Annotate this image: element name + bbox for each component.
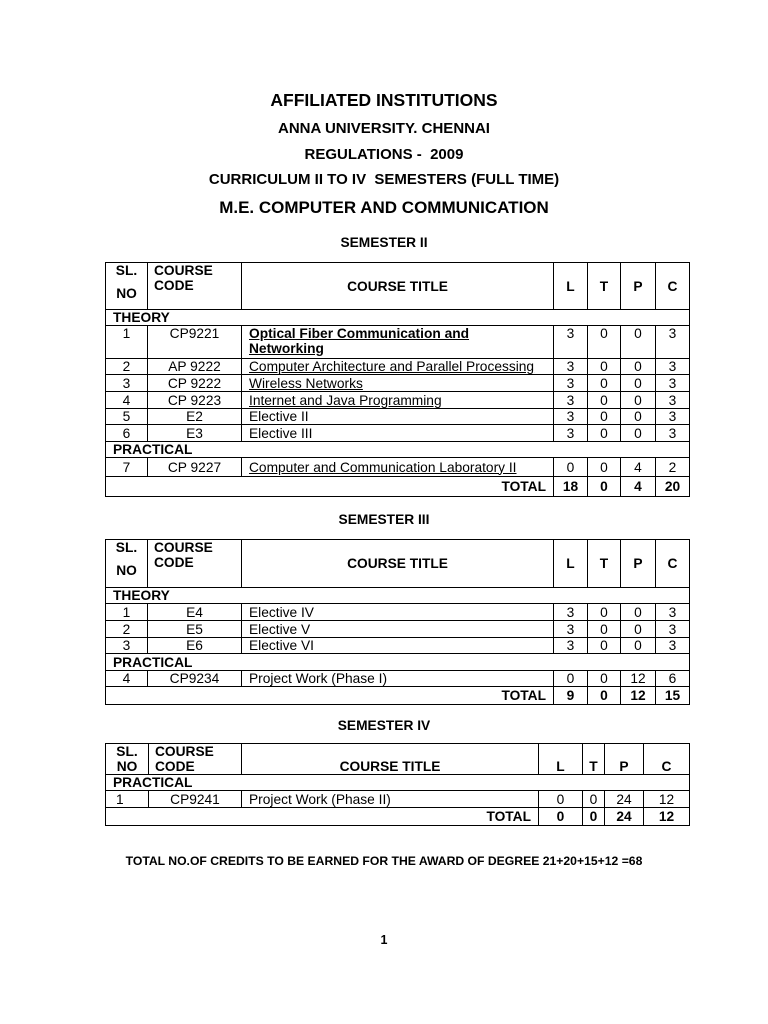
- theory-label: THEORY: [106, 588, 690, 604]
- t-cell: 0: [588, 425, 621, 442]
- course-table-semester-iv: [105, 743, 690, 826]
- t-cell: 0: [588, 638, 621, 654]
- c-cell: 3: [656, 359, 690, 375]
- p-cell: 0: [621, 604, 656, 621]
- semester-heading: SEMESTER III: [338, 512, 430, 527]
- total-row: [106, 477, 690, 497]
- course-title-cell: Elective III: [242, 425, 554, 442]
- section-label-row: [106, 654, 690, 671]
- table-row: [106, 409, 690, 425]
- course-table-semester-ii: [105, 262, 690, 497]
- t-cell: 0: [588, 392, 621, 409]
- l-cell: 3: [554, 392, 588, 409]
- curriculum-line: CURRICULUM II TO IV SEMESTERS (FULL TIME): [208, 171, 560, 188]
- c-cell: 3: [656, 638, 690, 654]
- sl-no-cell: 3: [106, 638, 148, 654]
- practical-label: PRACTICAL: [106, 775, 690, 791]
- t-column-header: T: [588, 263, 621, 310]
- course-code-header: [149, 744, 242, 775]
- table-row: [106, 359, 690, 375]
- c-cell: 3: [656, 326, 690, 359]
- table-header-row: [106, 540, 690, 588]
- p-column-header: P: [621, 540, 656, 588]
- l-cell: 3: [554, 604, 588, 621]
- course-code-cell: AP 9222: [148, 359, 242, 375]
- l-cell: 3: [554, 425, 588, 442]
- total-label: TOTAL: [106, 477, 554, 497]
- sl-no-header: [106, 744, 149, 775]
- p-cell: 0: [621, 375, 656, 392]
- total-label: TOTAL: [106, 687, 554, 705]
- p-cell: 0: [621, 638, 656, 654]
- c-cell: 6: [656, 671, 690, 687]
- t-column-header: T: [588, 540, 621, 588]
- total-c-cell: 12: [644, 808, 690, 826]
- course-title-cell: Elective IV: [242, 604, 554, 621]
- total-p-cell: 24: [605, 808, 644, 826]
- total-l-cell: 0: [539, 808, 583, 826]
- course-title-cell: Elective VI: [242, 638, 554, 654]
- c-column-header: C: [656, 540, 690, 588]
- p-cell: 0: [621, 359, 656, 375]
- semester-heading: SEMESTER IV: [337, 718, 431, 733]
- sl-header-line: SL.: [115, 540, 138, 555]
- course-code-header: [148, 540, 242, 588]
- c-cell: 3: [656, 621, 690, 638]
- course-title-header: COURSE TITLE: [242, 263, 554, 310]
- c-cell: 12: [644, 791, 690, 808]
- t-column-header: T: [583, 744, 605, 775]
- table-body: [106, 263, 690, 497]
- institution-heading: AFFILIATED INSTITUTIONS: [270, 90, 498, 110]
- c-cell: 3: [656, 392, 690, 409]
- c-cell: 3: [656, 604, 690, 621]
- l-cell: 3: [554, 375, 588, 392]
- course-code-cell: CP 9222: [148, 375, 242, 392]
- t-cell: 0: [588, 359, 621, 375]
- sl-no-header: [106, 540, 148, 588]
- page-number: 1: [380, 933, 388, 947]
- total-credits-note: TOTAL NO.OF CREDITS TO BE EARNED FOR THE AWARD OF DEGREE 21+20+15+12 =68: [125, 854, 643, 868]
- code-header-line: CODE: [154, 278, 194, 293]
- table-header-row: [106, 744, 690, 775]
- course-title-cell: Project Work (Phase II): [242, 791, 539, 808]
- table-row: [106, 671, 690, 687]
- c-cell: 3: [656, 425, 690, 442]
- course-title-cell: Computer Architecture and Parallel Processing: [242, 359, 554, 375]
- course-code-cell: E5: [148, 621, 242, 638]
- total-c-cell: 20: [656, 477, 690, 497]
- total-p-cell: 12: [621, 687, 656, 705]
- l-column-header: L: [554, 540, 588, 588]
- t-cell: 0: [588, 375, 621, 392]
- table-row: [106, 791, 690, 808]
- course-code-cell: E2: [148, 409, 242, 425]
- sl-no-cell: 6: [106, 425, 148, 442]
- total-t-cell: 0: [583, 808, 605, 826]
- table-row: [106, 425, 690, 442]
- code-header-line: CODE: [155, 759, 195, 774]
- c-cell: 2: [656, 458, 690, 477]
- table-body: [106, 540, 690, 705]
- sl-no-header: [106, 263, 148, 310]
- course-title-cell: Project Work (Phase I): [242, 671, 554, 687]
- l-cell: 3: [554, 409, 588, 425]
- t-cell: 0: [588, 604, 621, 621]
- no-header-line: NO: [116, 286, 137, 301]
- sl-no-cell: 1: [106, 604, 148, 621]
- course-header-line: COURSE: [155, 744, 214, 759]
- table-row: [106, 326, 690, 359]
- course-title-cell: Computer and Communication Laboratory II: [242, 458, 554, 477]
- course-code-cell: E3: [148, 425, 242, 442]
- p-cell: 24: [605, 791, 644, 808]
- theory-label: THEORY: [106, 310, 690, 326]
- l-cell: 0: [539, 791, 583, 808]
- section-label-row: [106, 775, 690, 791]
- l-cell: 3: [554, 638, 588, 654]
- code-header-line: CODE: [154, 555, 194, 570]
- p-column-header: P: [621, 263, 656, 310]
- l-cell: 0: [554, 458, 588, 477]
- course-code-cell: CP 9223: [148, 392, 242, 409]
- total-l-cell: 18: [554, 477, 588, 497]
- c-cell: 3: [656, 409, 690, 425]
- table-row: [106, 392, 690, 409]
- total-label: TOTAL: [106, 808, 539, 826]
- practical-label: PRACTICAL: [106, 654, 690, 671]
- table-row: [106, 375, 690, 392]
- course-code-cell: CP 9227: [148, 458, 242, 477]
- p-cell: 0: [621, 621, 656, 638]
- course-title-cell: Internet and Java Programming: [242, 392, 554, 409]
- course-title-header: COURSE TITLE: [242, 540, 554, 588]
- table-row: [106, 621, 690, 638]
- course-title-header: COURSE TITLE: [242, 744, 539, 775]
- sl-no-cell: 5: [106, 409, 148, 425]
- course-code-header: [148, 263, 242, 310]
- c-column-header: C: [644, 744, 690, 775]
- sl-no-cell: 2: [106, 621, 148, 638]
- c-column-header: C: [656, 263, 690, 310]
- no-header-line: NO: [116, 759, 138, 774]
- table-row: [106, 458, 690, 477]
- sl-no-cell: 7: [106, 458, 148, 477]
- regulations-line: REGULATIONS - 2009: [304, 146, 464, 163]
- course-header-line: COURSE: [154, 540, 213, 555]
- table-header-row: [106, 263, 690, 310]
- course-code-cell: CP9234: [148, 671, 242, 687]
- no-header-line: NO: [116, 563, 137, 578]
- university-name: ANNA UNIVERSITY. CHENNAI: [278, 120, 490, 137]
- p-column-header: P: [605, 744, 644, 775]
- l-cell: 0: [554, 671, 588, 687]
- t-cell: 0: [588, 458, 621, 477]
- p-cell: 12: [621, 671, 656, 687]
- t-cell: 0: [588, 409, 621, 425]
- course-table-semester-iii: [105, 539, 690, 705]
- sl-no-cell: 1: [106, 326, 148, 359]
- course-code-cell: CP9241: [149, 791, 242, 808]
- sl-no-cell: 3: [106, 375, 148, 392]
- table-body: [106, 744, 690, 826]
- l-column-header: L: [554, 263, 588, 310]
- semester-heading: SEMESTER II: [340, 235, 428, 250]
- course-code-cell: E6: [148, 638, 242, 654]
- l-column-header: L: [539, 744, 583, 775]
- section-label-row: [106, 588, 690, 604]
- sl-no-cell: 1: [106, 791, 149, 808]
- sl-no-cell: 2: [106, 359, 148, 375]
- programme-title: M.E. COMPUTER AND COMMUNICATION: [219, 198, 549, 217]
- sl-no-cell: 4: [106, 392, 148, 409]
- table-row: [106, 604, 690, 621]
- total-c-cell: 15: [656, 687, 690, 705]
- section-label-row: [106, 310, 690, 326]
- p-cell: 0: [621, 409, 656, 425]
- total-p-cell: 4: [621, 477, 656, 497]
- t-cell: 0: [588, 671, 621, 687]
- total-row: [106, 808, 690, 826]
- total-t-cell: 0: [588, 477, 621, 497]
- course-header-line: COURSE: [154, 263, 213, 278]
- course-title-cell: Wireless Networks: [242, 375, 554, 392]
- total-t-cell: 0: [588, 687, 621, 705]
- t-cell: 0: [583, 791, 605, 808]
- l-cell: 3: [554, 621, 588, 638]
- course-code-cell: E4: [148, 604, 242, 621]
- total-l-cell: 9: [554, 687, 588, 705]
- course-title-cell: Optical Fiber Communication and Networking: [242, 326, 554, 359]
- course-code-cell: CP9221: [148, 326, 242, 359]
- total-row: [106, 687, 690, 705]
- sl-header-line: SL.: [115, 263, 138, 278]
- course-title-cell: Elective II: [242, 409, 554, 425]
- sl-header-line: SL.: [116, 744, 138, 759]
- l-cell: 3: [554, 326, 588, 359]
- p-cell: 0: [621, 392, 656, 409]
- course-title-cell: Elective V: [242, 621, 554, 638]
- t-cell: 0: [588, 621, 621, 638]
- section-label-row: [106, 442, 690, 458]
- p-cell: 0: [621, 326, 656, 359]
- t-cell: 0: [588, 326, 621, 359]
- p-cell: 4: [621, 458, 656, 477]
- practical-label: PRACTICAL: [106, 442, 690, 458]
- c-cell: 3: [656, 375, 690, 392]
- p-cell: 0: [621, 425, 656, 442]
- table-row: [106, 638, 690, 654]
- sl-no-cell: 4: [106, 671, 148, 687]
- l-cell: 3: [554, 359, 588, 375]
